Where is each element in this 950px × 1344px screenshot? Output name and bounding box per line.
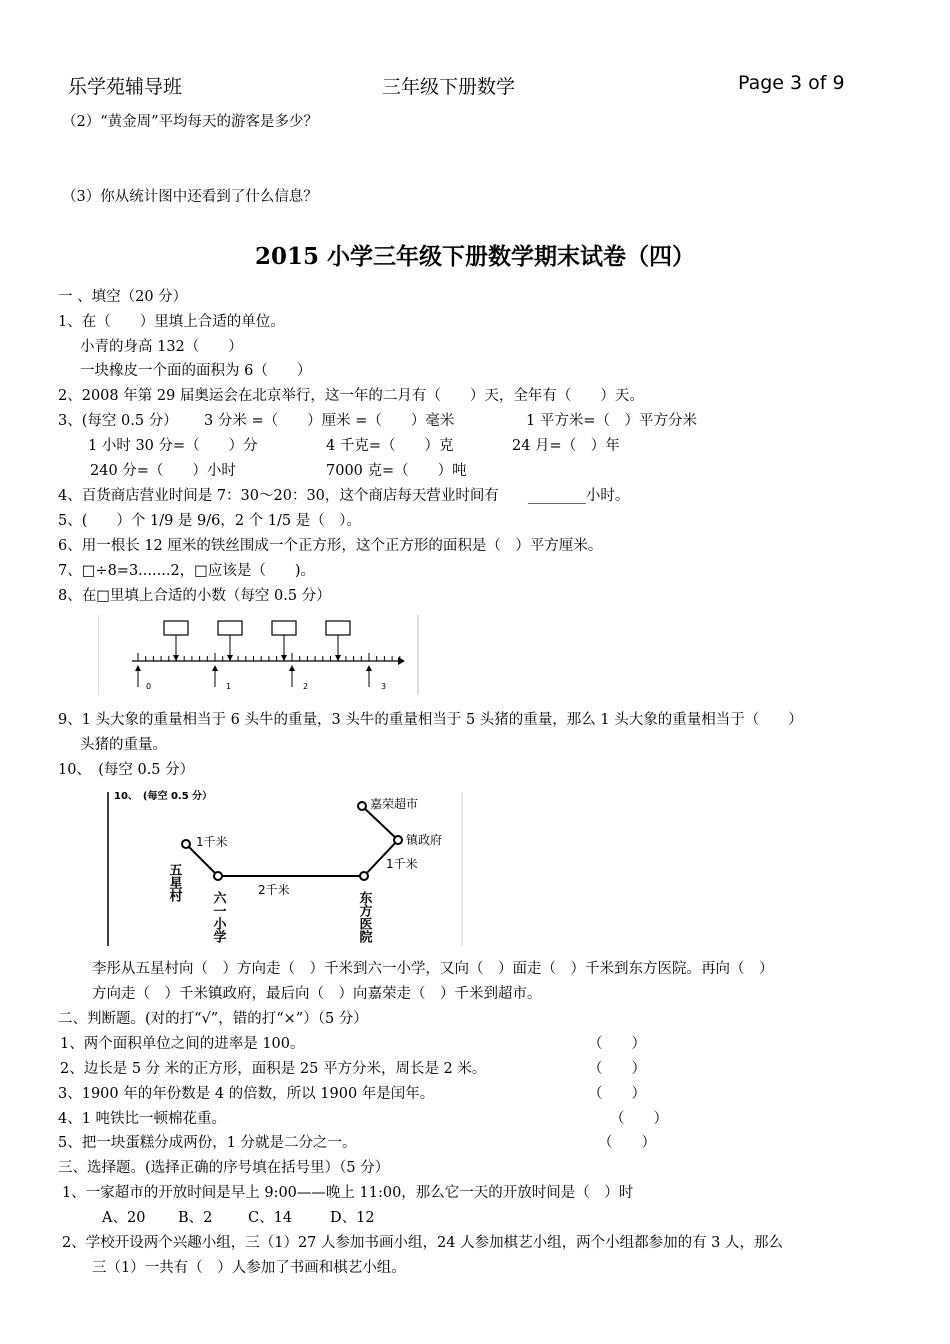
header-left: 乐学苑辅导班 <box>68 76 183 98</box>
answer-box-2 <box>218 621 242 635</box>
s1-q9a: 9、1 头大象的重量相当于 6 头牛的重量，3 头牛的重量相当于 5 头猪的重量，那么 1 头大象的重量相当于（ ） <box>58 712 803 728</box>
s2-item-1: 1、两个面积单位之间的进率是 100。 <box>60 1036 305 1052</box>
number-line-figure <box>98 615 420 695</box>
s1-q1: 1、在（ ）里填上合适的单位。 <box>58 314 285 330</box>
s1-q3-r2-a: 1 小时 30 分=（ ）分 <box>88 438 258 454</box>
s2-item-5: 5、把一块蛋糕分成两份，1 分就是二分之一。 <box>58 1135 357 1151</box>
s2-item-4: 4、1 吨铁比一顿棉花重。 <box>58 1111 227 1127</box>
s3-q1: 1、一家超市的开放时间是早上 9:00——晚上 11:00，那么它一天的开放时间是（ ）时 <box>62 1185 634 1201</box>
dist-label-1: 1千米 <box>196 835 228 849</box>
s1-q2: 2、2008 年第 29 届奥运会在北京举行，这一年的二月有（ ）天，全年有（ ）天。 <box>58 388 644 404</box>
s3-q2a: 2、学校开设两个兴趣小组，三（1）27 人参加书画小组，24 人参加棋艺小组，两个小组都参加的有 3 人，那么 <box>62 1235 784 1251</box>
s1-q4: 4、百货商店营业时间是 7：30～20：30，这个商店每天营业时间有 ________小时。 <box>58 488 630 504</box>
s1-q3-r1-b: 1 平方米=（ ）平方分米 <box>526 413 697 429</box>
s3-q2b: 三（1）一共有（ ）人参加了书画和棋艺小组。 <box>92 1260 406 1276</box>
route-map-figure <box>106 788 464 948</box>
dist-label-3: 1千米 <box>386 857 418 871</box>
answer-box-3 <box>272 621 296 635</box>
label-zhenzhengfu: 镇政府 <box>406 833 443 847</box>
s1-q5: 5、( ）个 1/9 是 9/6，2 个 1/5 是（ ）。 <box>58 513 362 529</box>
section1-heading: 一 、填空（20 分） <box>58 289 188 305</box>
s2-paren-3: （ ） <box>588 1086 646 1102</box>
s1-q7: 7、□÷8=3.......2，□应该是（ )。 <box>58 563 316 579</box>
answer-box-4 <box>326 621 350 635</box>
label-liuyi: 六一小学 <box>210 891 226 943</box>
s3-q1-opt-c: C、14 <box>248 1210 293 1226</box>
nl-label-3: 3 <box>381 682 387 691</box>
nl-label-1: 1 <box>226 682 232 691</box>
s1-q1a: 小青的身高 132（ ） <box>80 339 243 355</box>
s2-paren-1: （ ） <box>588 1036 646 1052</box>
node-zhenzhengfu <box>394 836 402 844</box>
page-title: 2015 小学三年级下册数学期末试卷（四） <box>254 243 696 270</box>
s1-q10a: 李彤从五星村向（ ）方向走（ ）千米到六一小学，又向（ ）面走（ ）千米到东方医院。再向（ ） <box>92 961 774 977</box>
s1-q1b: 一块橡皮一个面的面积为 6（ ） <box>80 363 312 379</box>
s3-q1-opt-d: D、12 <box>330 1210 375 1226</box>
header-center: 三年级下册数学 <box>382 76 516 98</box>
section3-heading: 三、选择题。(选择正确的序号填在括号里）（5 分） <box>58 1160 390 1176</box>
s1-q3-r2-b: 4 千克=（ ）克 <box>326 438 454 454</box>
s1-q3-r1-a: 3 分米 =（ ）厘米 =（ ）毫米 <box>204 413 455 429</box>
s1-q10: 10、 (每空 0.5 分） <box>58 762 195 778</box>
s1-q3-head: 3、(每空 0.5 分） <box>58 413 178 429</box>
dist-label-2: 2千米 <box>258 883 290 897</box>
node-jiarong <box>358 802 366 810</box>
label-wuxing: 五星村 <box>166 863 182 902</box>
s1-q9b: 头猪的重量。 <box>80 737 167 753</box>
s1-q3-r3-b: 7000 克=（ ）吨 <box>326 463 467 479</box>
s2-item-3: 3、1900 年的年份数是 4 的倍数，所以 1900 年是闰年。 <box>58 1086 435 1102</box>
node-dongfang <box>360 872 368 880</box>
node-liuyi <box>214 872 222 880</box>
s1-q3-r2-c: 24 月=（ ）年 <box>512 438 620 454</box>
s3-q1-opt-a: A、20 <box>102 1210 146 1226</box>
s1-q8: 8、在□里填上合适的小数（每空 0.5 分） <box>58 588 331 604</box>
node-wuxing <box>182 840 190 848</box>
s1-q10b: 方向走（ ）千米镇政府，最后向（ ）向嘉荣走（ ）千米到超市。 <box>92 986 542 1002</box>
s3-q1-opt-b: B、2 <box>178 1210 213 1226</box>
nl-label-2: 2 <box>303 682 309 691</box>
section2-heading: 二、判断题。(对的打“√”，错的打“×”）（5 分） <box>58 1011 368 1027</box>
s2-paren-5: （ ） <box>598 1135 656 1151</box>
prev-question-3: （3）你从统计图中还看到了什么信息？ <box>62 189 318 205</box>
map-caption: 10、 (每空 0.5 分） <box>114 791 213 802</box>
s1-q3-r3-a: 240 分=（ ）小时 <box>90 463 236 479</box>
prev-question-2: （2）“黄金周”平均每天的游客是多少？ <box>62 114 319 130</box>
header-page: Page 3 of 9 <box>738 72 845 94</box>
s2-item-2: 2、边长是 5 分 米的正方形，面积是 25 平方分米，周长是 2 米。 <box>60 1061 487 1077</box>
label-dongfang: 东方医院 <box>356 891 372 943</box>
nl-label-0: 0 <box>146 682 152 691</box>
s2-paren-4: （ ） <box>610 1111 668 1127</box>
label-jiarong: 嘉荣超市 <box>370 797 419 811</box>
answer-box-1 <box>164 621 188 635</box>
s1-q6: 6、用一根长 12 厘米的铁丝围成一个正方形，这个正方形的面积是（ ）平方厘米。 <box>58 538 603 554</box>
s2-paren-2: （ ） <box>588 1061 646 1077</box>
answer-boxes <box>164 621 350 635</box>
